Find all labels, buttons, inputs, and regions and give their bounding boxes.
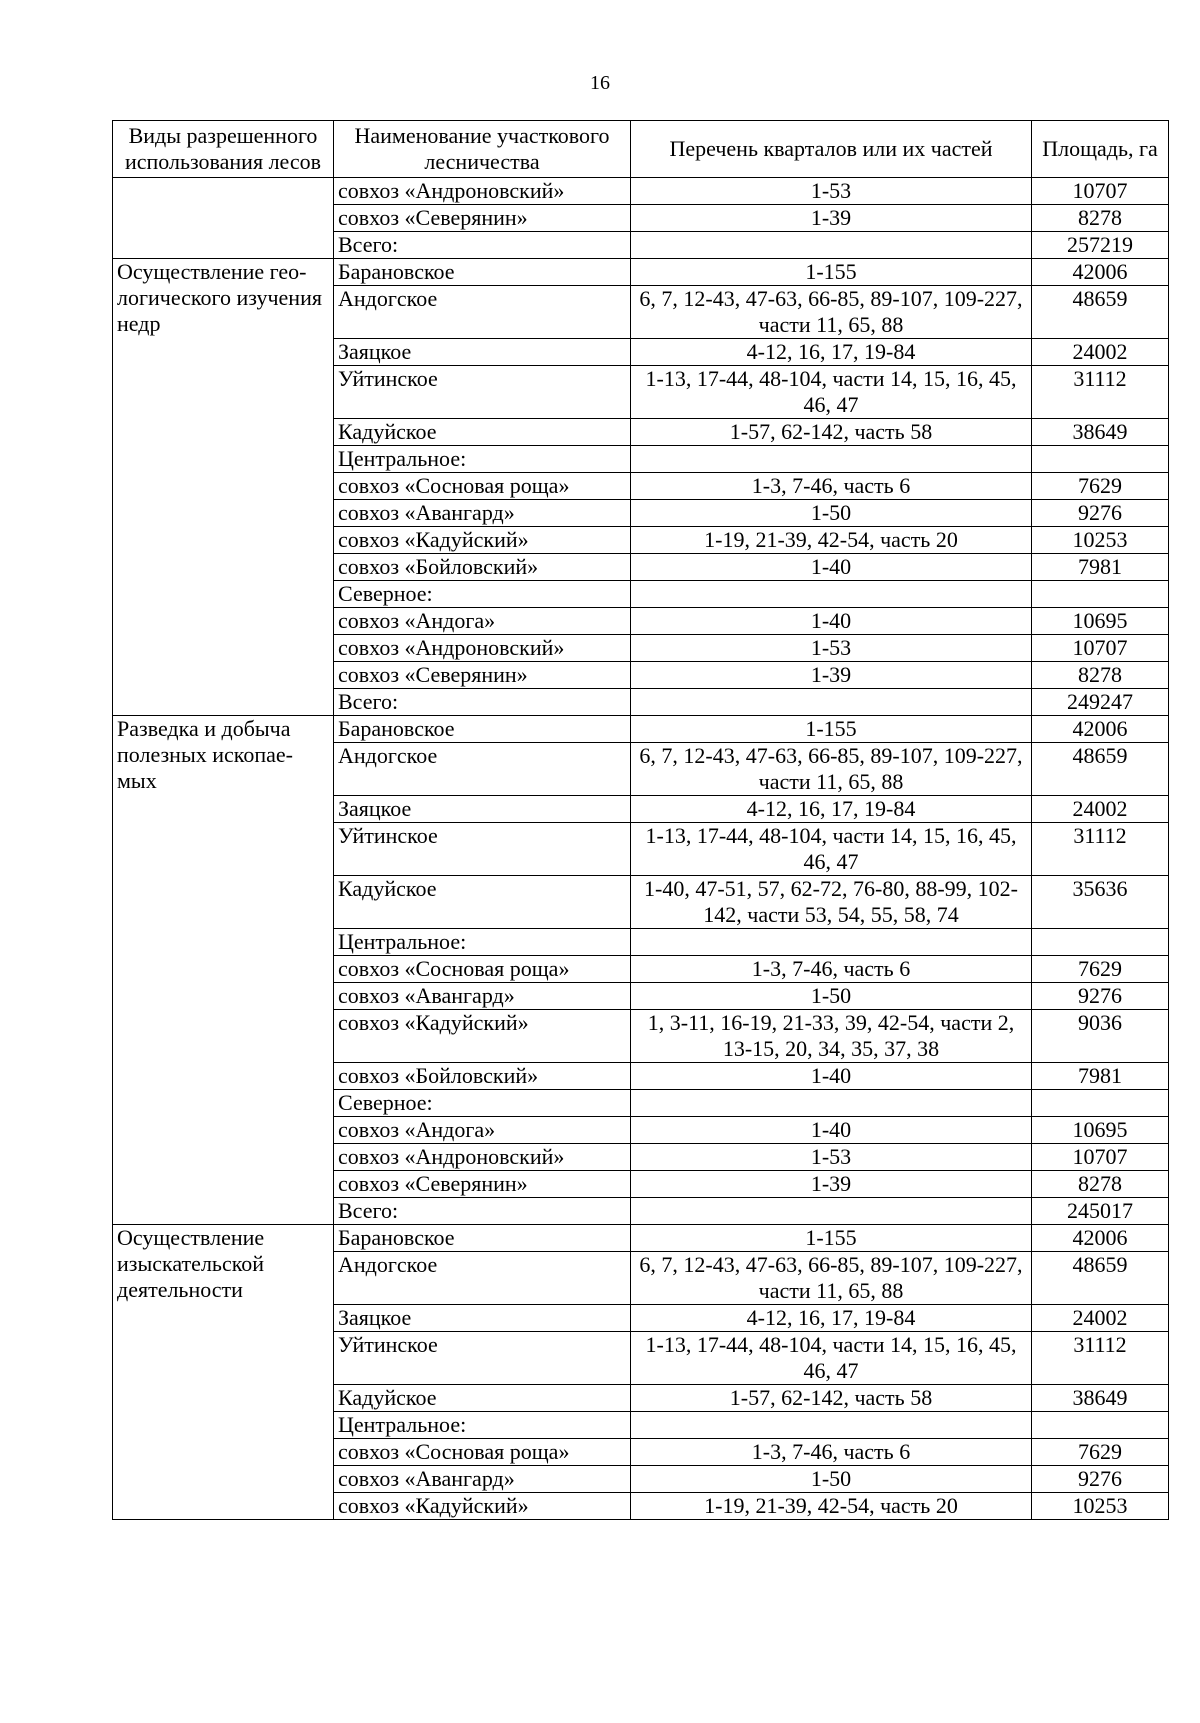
area-cell: 31112	[1032, 1332, 1169, 1385]
quarters-cell	[631, 929, 1032, 956]
forestry-cell: совхоз «Кадуйский»	[334, 1010, 631, 1063]
forestry-cell: совхоз «Сосновая роща»	[334, 473, 631, 500]
area-cell: 10707	[1032, 635, 1169, 662]
area-cell: 10707	[1032, 178, 1169, 205]
forestry-cell: совхоз «Северянин»	[334, 662, 631, 689]
quarters-cell	[631, 1412, 1032, 1439]
quarters-cell: 1-19, 21-39, 42-54, часть 20	[631, 1493, 1032, 1520]
area-cell: 10695	[1032, 1117, 1169, 1144]
header-forestry: Наименование участкового лесничества	[334, 121, 631, 178]
use-type-cell: Осуществление изыскательской деятельности	[113, 1225, 334, 1520]
area-cell: 42006	[1032, 259, 1169, 286]
quarters-cell: 1-40, 47-51, 57, 62-72, 76-80, 88-99, 102-142, части 53, 54, 55, 58, 74	[631, 876, 1032, 929]
quarters-cell	[631, 581, 1032, 608]
quarters-cell: 1-13, 17-44, 48-104, части 14, 15, 16, 45, 46, 47	[631, 823, 1032, 876]
quarters-cell: 1-155	[631, 1225, 1032, 1252]
forestry-cell: совхоз «Северянин»	[334, 205, 631, 232]
area-cell	[1032, 446, 1169, 473]
quarters-cell: 1-57, 62-142, часть 58	[631, 1385, 1032, 1412]
area-cell: 7981	[1032, 554, 1169, 581]
quarters-cell: 1-39	[631, 1171, 1032, 1198]
forestry-cell: Кадуйское	[334, 419, 631, 446]
forestry-cell: Уйтинское	[334, 1332, 631, 1385]
quarters-cell: 1-40	[631, 608, 1032, 635]
area-cell: 8278	[1032, 662, 1169, 689]
forestry-cell: Центральное:	[334, 446, 631, 473]
area-cell: 31112	[1032, 823, 1169, 876]
quarters-cell: 6, 7, 12-43, 47-63, 66-85, 89-107, 109-227, части 11, 65, 88	[631, 286, 1032, 339]
quarters-cell: 1-40	[631, 1117, 1032, 1144]
forestry-cell: совхоз «Андроновский»	[334, 178, 631, 205]
forestry-cell: Заяцкое	[334, 796, 631, 823]
forestry-cell: совхоз «Авангард»	[334, 1466, 631, 1493]
forestry-cell: Андогское	[334, 286, 631, 339]
forestry-cell: совхоз «Андроновский»	[334, 635, 631, 662]
quarters-cell: 1-40	[631, 554, 1032, 581]
quarters-cell: 1-13, 17-44, 48-104, части 14, 15, 16, 45, 46, 47	[631, 1332, 1032, 1385]
quarters-cell: 1-3, 7-46, часть 6	[631, 473, 1032, 500]
forestry-cell: Андогское	[334, 1252, 631, 1305]
forestry-cell: совхоз «Кадуйский»	[334, 1493, 631, 1520]
forestry-cell: Центральное:	[334, 929, 631, 956]
forestry-cell: Кадуйское	[334, 876, 631, 929]
quarters-cell: 1-53	[631, 635, 1032, 662]
forestry-cell: Андогское	[334, 743, 631, 796]
quarters-cell	[631, 1090, 1032, 1117]
area-cell: 7981	[1032, 1063, 1169, 1090]
table-body	[113, 178, 1169, 1520]
quarters-cell: 1-50	[631, 1466, 1032, 1493]
use-type-cell: Разведка и добыча полезных ископае-мых	[113, 716, 334, 1225]
quarters-cell: 1-39	[631, 662, 1032, 689]
quarters-cell: 1-40	[631, 1063, 1032, 1090]
area-cell: 10707	[1032, 1144, 1169, 1171]
forestry-cell: совхоз «Андога»	[334, 608, 631, 635]
area-cell: 7629	[1032, 1439, 1169, 1466]
area-cell	[1032, 581, 1169, 608]
quarters-cell	[631, 1198, 1032, 1225]
forestry-cell: Всего:	[334, 1198, 631, 1225]
quarters-cell: 1-155	[631, 259, 1032, 286]
quarters-cell: 1-50	[631, 500, 1032, 527]
forestry-cell: совхоз «Бойловский»	[334, 554, 631, 581]
quarters-cell: 4-12, 16, 17, 19-84	[631, 339, 1032, 366]
header-quarters: Перечень кварталов или их частей	[631, 121, 1032, 178]
quarters-cell	[631, 446, 1032, 473]
forestry-cell: Барановское	[334, 1225, 631, 1252]
forestry-cell: совхоз «Авангард»	[334, 983, 631, 1010]
forestry-cell: совхоз «Бойловский»	[334, 1063, 631, 1090]
area-cell: 257219	[1032, 232, 1169, 259]
table-row	[113, 259, 1169, 286]
area-cell: 24002	[1032, 796, 1169, 823]
area-cell: 48659	[1032, 1252, 1169, 1305]
area-cell: 7629	[1032, 956, 1169, 983]
table-row	[113, 1225, 1169, 1252]
area-cell: 42006	[1032, 1225, 1169, 1252]
quarters-cell	[631, 232, 1032, 259]
forestry-cell: Центральное:	[334, 1412, 631, 1439]
header-use-type: Виды разрешенного использования лесов	[113, 121, 334, 178]
forestry-cell: совхоз «Сосновая роща»	[334, 956, 631, 983]
forestry-cell: Северное:	[334, 581, 631, 608]
forestry-cell: совхоз «Северянин»	[334, 1171, 631, 1198]
area-cell	[1032, 929, 1169, 956]
forestry-cell: совхоз «Сосновая роща»	[334, 1439, 631, 1466]
quarters-cell: 6, 7, 12-43, 47-63, 66-85, 89-107, 109-227, части 11, 65, 88	[631, 743, 1032, 796]
area-cell: 10695	[1032, 608, 1169, 635]
quarters-cell: 1-53	[631, 178, 1032, 205]
header-area: Площадь, га	[1032, 121, 1169, 178]
area-cell: 245017	[1032, 1198, 1169, 1225]
quarters-cell: 1-19, 21-39, 42-54, часть 20	[631, 527, 1032, 554]
forestry-cell: Кадуйское	[334, 1385, 631, 1412]
quarters-cell: 1-50	[631, 983, 1032, 1010]
area-cell: 249247	[1032, 689, 1169, 716]
table-row	[113, 716, 1169, 743]
page-number: 16	[590, 72, 610, 94]
forestry-cell: Уйтинское	[334, 366, 631, 419]
forestry-cell: Всего:	[334, 689, 631, 716]
quarters-cell: 4-12, 16, 17, 19-84	[631, 1305, 1032, 1332]
table-row	[113, 178, 1169, 205]
area-cell: 8278	[1032, 205, 1169, 232]
forestry-cell: Заяцкое	[334, 339, 631, 366]
forestry-cell: совхоз «Кадуйский»	[334, 527, 631, 554]
area-cell	[1032, 1412, 1169, 1439]
area-cell: 38649	[1032, 1385, 1169, 1412]
area-cell: 9276	[1032, 983, 1169, 1010]
quarters-cell: 1-57, 62-142, часть 58	[631, 419, 1032, 446]
quarters-cell	[631, 689, 1032, 716]
area-cell: 48659	[1032, 743, 1169, 796]
quarters-cell: 1-39	[631, 205, 1032, 232]
area-cell: 24002	[1032, 339, 1169, 366]
use-type-cell: Осуществление гео-логического изучения недр	[113, 259, 334, 716]
table-header-row	[113, 121, 1169, 178]
area-cell: 42006	[1032, 716, 1169, 743]
forestry-cell: совхоз «Авангард»	[334, 500, 631, 527]
area-cell: 10253	[1032, 1493, 1169, 1520]
forestry-cell: совхоз «Андога»	[334, 1117, 631, 1144]
quarters-cell: 1-53	[631, 1144, 1032, 1171]
area-cell: 7629	[1032, 473, 1169, 500]
use-type-cell	[113, 178, 334, 259]
area-cell: 9276	[1032, 1466, 1169, 1493]
area-cell: 10253	[1032, 527, 1169, 554]
forestry-cell: Северное:	[334, 1090, 631, 1117]
area-cell: 38649	[1032, 419, 1169, 446]
quarters-cell: 1-13, 17-44, 48-104, части 14, 15, 16, 45, 46, 47	[631, 366, 1032, 419]
area-cell: 8278	[1032, 1171, 1169, 1198]
area-cell: 24002	[1032, 1305, 1169, 1332]
quarters-cell: 1-3, 7-46, часть 6	[631, 956, 1032, 983]
quarters-cell: 4-12, 16, 17, 19-84	[631, 796, 1032, 823]
area-cell: 31112	[1032, 366, 1169, 419]
quarters-cell: 1, 3-11, 16-19, 21-33, 39, 42-54, части 2, 13-15, 20, 34, 35, 37, 38	[631, 1010, 1032, 1063]
forestry-cell: совхоз «Андроновский»	[334, 1144, 631, 1171]
area-cell	[1032, 1090, 1169, 1117]
forestry-cell: Уйтинское	[334, 823, 631, 876]
forest-use-table	[112, 120, 1169, 1520]
quarters-cell: 1-155	[631, 716, 1032, 743]
area-cell: 48659	[1032, 286, 1169, 339]
quarters-cell: 6, 7, 12-43, 47-63, 66-85, 89-107, 109-227, части 11, 65, 88	[631, 1252, 1032, 1305]
forestry-cell: Заяцкое	[334, 1305, 631, 1332]
area-cell: 9036	[1032, 1010, 1169, 1063]
forestry-cell: Всего:	[334, 232, 631, 259]
forestry-cell: Барановское	[334, 259, 631, 286]
area-cell: 35636	[1032, 876, 1169, 929]
quarters-cell: 1-3, 7-46, часть 6	[631, 1439, 1032, 1466]
forestry-cell: Барановское	[334, 716, 631, 743]
area-cell: 9276	[1032, 500, 1169, 527]
